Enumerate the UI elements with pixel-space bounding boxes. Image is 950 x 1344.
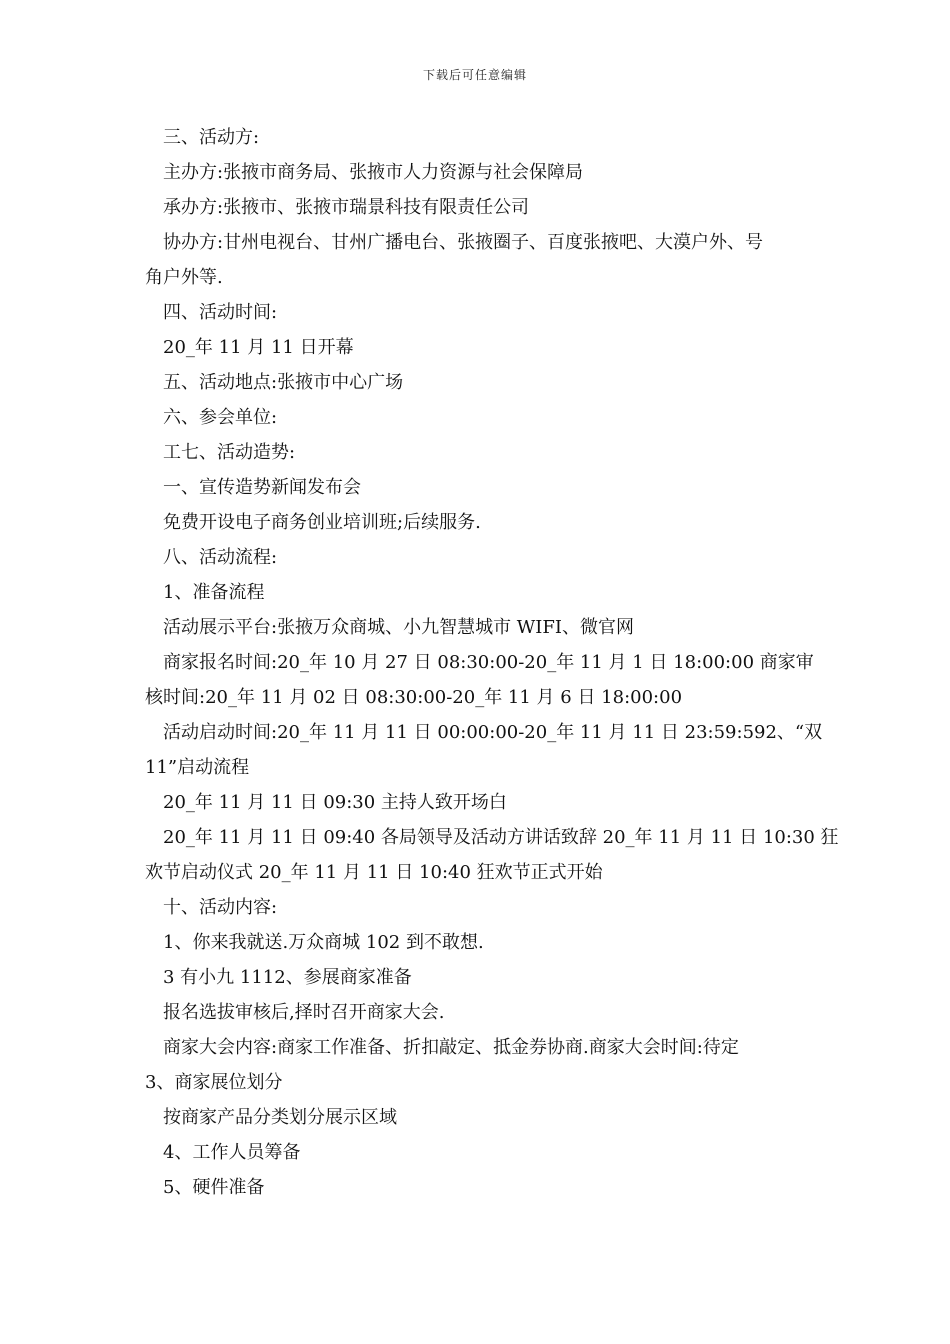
document-body [145, 120, 839, 1205]
document-line: 主办方:张掖市商务局、张掖市人力资源与社会保障局 [163, 162, 584, 183]
document-line: 承办方:张掖市、张掖市瑞景科技有限责任公司 [163, 197, 530, 218]
header-note: 下载后可任意编辑 [422, 68, 527, 82]
document-line: 商家报名时间:20_年 10 月 27 日 08:30:00-20_年 11 月 1 日 18:00:00 商家审 [163, 652, 814, 673]
document-line: 十、活动内容: [163, 897, 278, 918]
document-line: 报名选拔审核后,择时召开商家大会. [163, 1002, 445, 1023]
document-line: 1、准备流程 [163, 582, 265, 603]
document-line: 角户外等. [145, 267, 223, 288]
document-line: 商家大会内容:商家工作准备、折扣敲定、抵金券协商.商家大会时间:待定 [163, 1037, 739, 1058]
document-line: 免费开设电子商务创业培训班;后续服务. [163, 512, 481, 533]
document-line: 1、你来我就送.万众商城 102 到不敢想. [163, 932, 484, 953]
document-line: 一、宣传造势新闻发布会 [163, 477, 361, 498]
document-line: 按商家产品分类划分展示区域 [163, 1107, 397, 1128]
document-line: 五、活动地点:张掖市中心广场 [163, 372, 404, 393]
document-line: 四、活动时间: [163, 302, 278, 323]
document-line: 工七、活动造势: [163, 442, 296, 463]
document-line: 协办方:甘州电视台、甘州广播电台、张掖圈子、百度张掖吧、大漠户外、号 [163, 232, 764, 253]
document-line: 核时间:20_年 11 月 02 日 08:30:00-20_年 11 月 6 日 18:00:00 [145, 687, 683, 708]
document-line: 3、商家展位划分 [145, 1072, 283, 1093]
document-line: 20_年 11 月 11 日 09:30 主持人致开场白 [163, 792, 507, 813]
document-line: 活动启动时间:20_年 11 月 11 日 00:00:00-20_年 11 月 11 日 23:59:592、“双 [163, 722, 823, 743]
document-line: 欢节启动仪式 20_年 11 月 11 日 10:40 狂欢节正式开始 [145, 862, 603, 883]
document-line: 六、参会单位: [163, 407, 278, 428]
document-line: 11”启动流程 [145, 757, 250, 778]
document-line: 八、活动流程: [163, 547, 278, 568]
document-line: 三、活动方: [163, 127, 260, 148]
document-line: 4、工作人员筹备 [163, 1142, 301, 1163]
document-line: 3 有小九 1112、参展商家准备 [163, 967, 412, 988]
document-line: 活动展示平台:张掖万众商城、小九智慧城市 WIFI、微官网 [163, 617, 634, 638]
document-line: 20_年 11 月 11 日开幕 [163, 337, 354, 358]
document-line: 20_年 11 月 11 日 09:40 各局领导及活动方讲话致辞 20_年 11 月 11 日 10:30 狂 [163, 827, 839, 848]
document-line: 5、硬件准备 [163, 1177, 265, 1198]
